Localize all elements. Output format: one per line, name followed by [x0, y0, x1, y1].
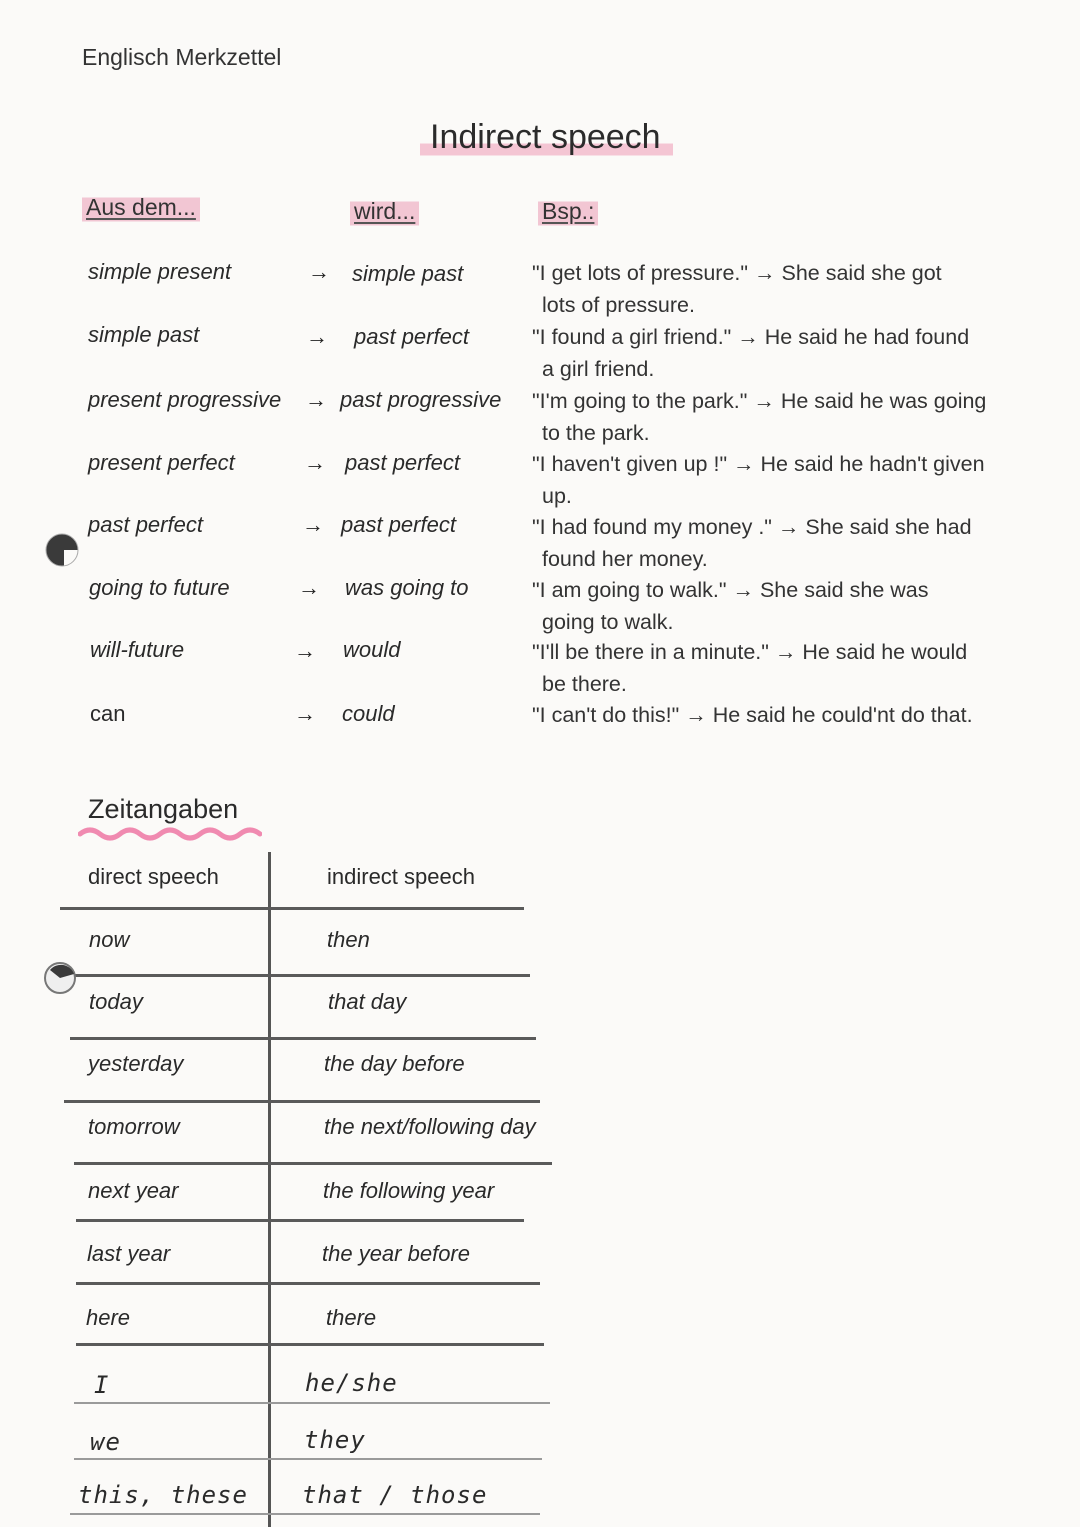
tense-to: past perfect	[354, 324, 469, 349]
pink-squiggle-underline	[78, 826, 262, 842]
table-rule	[64, 1100, 540, 1103]
example-line-1: "I'll be there in a minute." → He said he would	[532, 640, 968, 664]
tense-example	[532, 385, 1022, 449]
table-rule	[70, 1513, 540, 1515]
tense-from: past perfect	[88, 512, 203, 537]
table-divider-vertical	[268, 852, 271, 1527]
table-cell-indirect: the following year	[323, 1178, 495, 1203]
column-header-from: Aus dem...	[82, 192, 200, 223]
arrow-icon: →	[306, 324, 328, 349]
table-rule	[66, 974, 530, 977]
table-cell-direct: last year	[87, 1241, 171, 1266]
tense-to: was going to	[345, 575, 469, 600]
arrow-icon: →	[308, 259, 330, 284]
table-rule	[60, 907, 524, 910]
tense-from: can	[90, 701, 126, 726]
tense-from: present progressive	[88, 387, 282, 412]
table-header-indirect: indirect speech	[327, 864, 475, 889]
tense-to: past perfect	[341, 512, 456, 537]
table-cell-indirect: the day before	[324, 1051, 465, 1076]
tense-example	[532, 257, 1022, 321]
tense-from: present perfect	[88, 450, 235, 475]
tense-example	[532, 636, 1022, 700]
example-line-2: going to walk.	[542, 610, 674, 634]
table-cell-direct: tomorrow	[88, 1114, 180, 1139]
example-line-1: "I found a girl friend." → He said he had found	[532, 325, 970, 349]
table-header-direct: direct speech	[88, 864, 219, 889]
example-line-1: "I had found my money ." → She said she had	[532, 515, 972, 539]
tense-from: simple past	[88, 322, 200, 347]
example-line-2: up.	[542, 484, 572, 508]
table-cell-direct-handwritten: I	[94, 1371, 110, 1399]
example-line-2: lots of pressure.	[542, 293, 695, 317]
column-header-to: wird...	[350, 196, 419, 227]
table-cell-indirect: the next/following day	[324, 1114, 536, 1139]
table-cell-indirect: then	[327, 927, 370, 952]
table-cell-direct-handwritten: this, these	[78, 1481, 248, 1509]
table-cell-direct: today	[89, 989, 143, 1014]
table-cell-direct-handwritten: we	[90, 1428, 121, 1456]
tense-example	[532, 511, 1022, 575]
table-cell-indirect: the year before	[322, 1241, 470, 1266]
tense-to: could	[342, 701, 395, 726]
arrow-icon: →	[305, 387, 327, 412]
table-cell-indirect: there	[326, 1305, 377, 1330]
section-title-time: Zeitangaben	[88, 794, 239, 824]
tense-from: will-future	[90, 637, 185, 662]
example-line-1: "I can't do this!" → He said he could'nt do that.	[532, 703, 973, 727]
punch-hole-icon	[44, 530, 80, 570]
arrow-icon: →	[294, 638, 316, 663]
tense-example	[532, 574, 1022, 638]
example-line-2: be there.	[542, 672, 627, 696]
arrow-icon: →	[304, 450, 326, 475]
table-rule	[70, 1037, 536, 1040]
example-line-1: "I'm going to the park." → He said he was going	[532, 389, 987, 413]
table-cell-indirect: that day	[328, 989, 407, 1014]
table-rule	[74, 1458, 542, 1460]
table-cell-indirect-handwritten: that / those	[302, 1481, 488, 1509]
example-line-1: "I get lots of pressure." → She said she got	[532, 261, 942, 285]
example-line-1: "I am going to walk." → She said she was	[532, 578, 929, 602]
example-line-2: found her money.	[542, 547, 708, 571]
tense-to: would	[343, 637, 401, 662]
example-line-2: a girl friend.	[542, 357, 655, 381]
page-title: Indirect speech	[420, 118, 673, 159]
example-line-1: "I haven't given up !" → He said he hadn't given	[532, 452, 985, 476]
tense-from: simple present	[88, 259, 232, 284]
table-cell-direct: next year	[88, 1178, 179, 1203]
table-cell-direct: here	[86, 1305, 131, 1330]
table-rule	[76, 1343, 544, 1346]
example-line-2: to the park.	[542, 421, 650, 445]
arrow-icon: →	[298, 575, 320, 600]
column-header-example: Bsp.:	[538, 196, 598, 227]
tense-example	[532, 448, 1022, 512]
punch-hole-icon	[42, 958, 78, 998]
tense-to: past perfect	[345, 450, 460, 475]
page-header: Englisch Merkzettel	[82, 44, 282, 70]
tense-from: going to future	[89, 575, 230, 600]
table-rule	[74, 1162, 552, 1165]
arrow-icon: →	[302, 512, 324, 537]
table-rule	[76, 1282, 540, 1285]
tense-example	[532, 699, 1022, 731]
arrow-icon: →	[294, 701, 316, 726]
table-cell-direct: now	[89, 927, 130, 952]
table-rule	[74, 1402, 550, 1404]
table-cell-indirect-handwritten: he/she	[305, 1369, 398, 1397]
table-rule	[76, 1219, 524, 1222]
tense-example	[532, 321, 1022, 385]
table-cell-indirect-handwritten: they	[304, 1426, 366, 1454]
table-cell-direct: yesterday	[88, 1051, 184, 1076]
tense-to: past progressive	[340, 387, 502, 412]
tense-to: simple past	[352, 261, 464, 286]
